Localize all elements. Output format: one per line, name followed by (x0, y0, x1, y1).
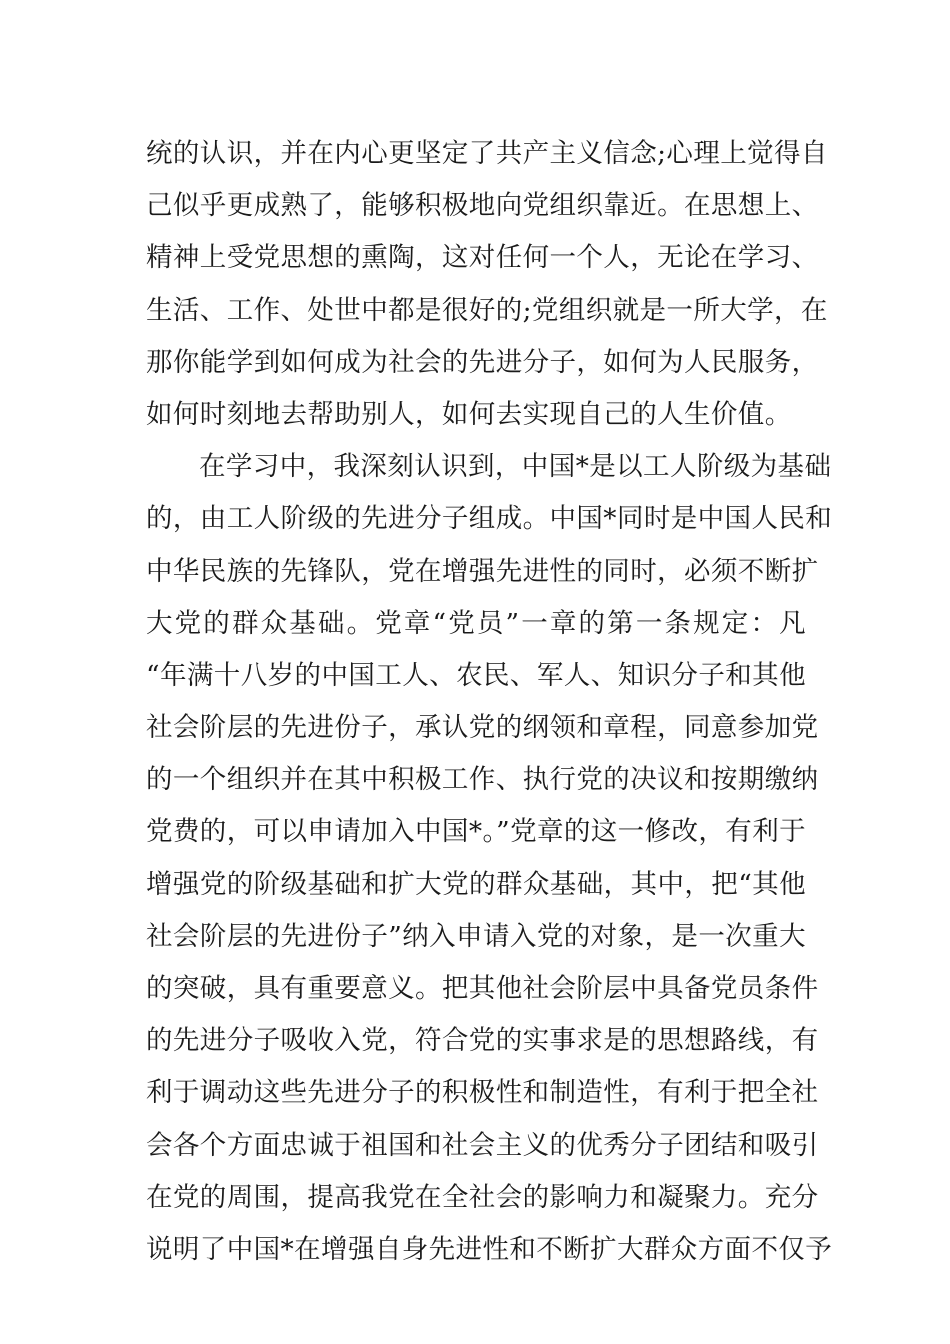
paragraph-line: 会各个方面忠诚于祖国和社会主义的优秀分子团结和吸引 (146, 1129, 819, 1161)
paragraph-line: 利于调动这些先进分子的积极性和制造性，有利于把全社 (146, 1077, 819, 1109)
paragraph-line: 的，由工人阶级的先进分子组成。中国*同时是中国人民和 (146, 503, 833, 535)
paragraph-line: 的先进分子吸收入党，符合党的实事求是的思想路线，有 (146, 1025, 819, 1057)
paragraph-line: 那你能学到如何成为社会的先进分子，如何为人民服务， (146, 346, 819, 378)
paragraph-line: 在党的周围，提高我党在全社会的影响力和凝聚力。充分 (146, 1181, 819, 1213)
paragraph-2 (146, 441, 833, 1276)
paragraph-line: 大党的群众基础。党章“党员”一章的第一条规定：凡 (146, 607, 806, 639)
paragraph-1 (146, 128, 828, 441)
paragraph-line: “年满十八岁的中国工人、农民、军人、知识分子和其他 (146, 659, 806, 691)
paragraph-line: 党费的，可以申请加入中国*。”党章的这一修改，有利于 (146, 816, 806, 848)
document-body (146, 128, 833, 1276)
paragraph-line: 的一个组织并在其中积极工作、执行党的决议和按期缴纳 (146, 764, 819, 796)
paragraph-line: 精神上受党思想的熏陶，这对任何一个人，无论在学习、 (146, 242, 819, 274)
paragraph-line: 说明了中国*在增强自身先进性和不断扩大群众方面不仅予 (146, 1233, 833, 1265)
paragraph-line: 在学习中，我深刻认识到，中国*是以工人阶级为基础 (199, 451, 832, 483)
paragraph-line: 己似乎更成熟了，能够积极地向党组织靠近。在思想上、 (146, 190, 819, 222)
paragraph-line: 社会阶层的先进份子”纳入申请入党的对象，是一次重大 (146, 920, 806, 952)
paragraph-line: 的突破，具有重要意义。把其他社会阶层中具备党员条件 (146, 973, 819, 1004)
paragraph-line: 如何时刻地去帮助别人，如何去实现自己的人生价值。 (146, 398, 792, 430)
paragraph-line: 社会阶层的先进份子，承认党的纲领和章程，同意参加党 (146, 712, 819, 744)
paragraph-line: 统的认识，并在内心更坚定了共产主义信念;心理上觉得自 (146, 138, 828, 169)
paragraph-line: 中华民族的先锋队，党在增强先进性的同时，必须不断扩 (146, 555, 819, 587)
paragraph-line: 增强党的阶级基础和扩大党的群众基础，其中，把“其他 (146, 868, 806, 900)
paragraph-line: 生活、工作、处世中都是很好的;党组织就是一所大学，在 (146, 294, 828, 326)
